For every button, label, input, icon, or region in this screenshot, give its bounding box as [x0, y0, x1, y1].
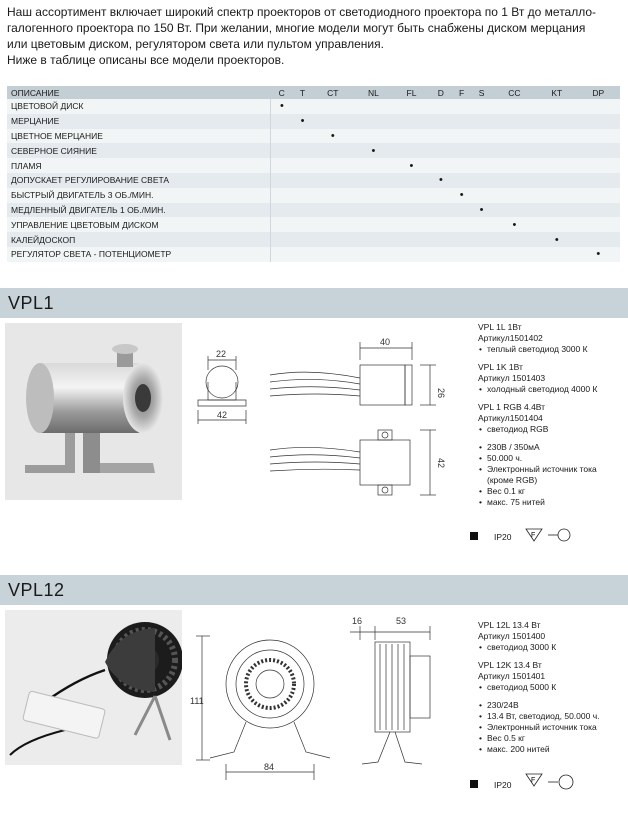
table-row — [7, 188, 620, 203]
feature-cell — [537, 129, 577, 144]
feature-cell — [430, 188, 452, 203]
feature-cell — [492, 129, 537, 144]
section-title: VPL1 — [8, 293, 55, 313]
row-label: МЕДЛЕННЫЙ ДВИГАТЕЛЬ 1 ОБ./МИН. — [7, 203, 271, 218]
feature-cell — [312, 173, 354, 188]
feature-cell — [312, 232, 354, 247]
table-row — [7, 129, 620, 144]
article-number: Артикул 1501401 — [478, 671, 546, 681]
feature-cell — [271, 114, 293, 129]
feature-cell — [577, 158, 620, 173]
model-name: VPL 12K 13.4 Вт — [478, 660, 542, 670]
feature-cell: • — [577, 247, 620, 262]
column-header: S — [471, 86, 492, 99]
feature-cell: • — [471, 203, 492, 218]
feature-cell — [393, 143, 429, 158]
feature-cell: • — [537, 232, 577, 247]
feature-cell — [492, 188, 537, 203]
spec-item: • холодный светодиод 4000 К — [478, 384, 597, 395]
dim-label: 22 — [216, 349, 227, 359]
ip-rating: IP20 — [494, 532, 512, 542]
feature-cell — [354, 203, 394, 218]
feature-cell — [312, 99, 354, 114]
feature-cell — [430, 203, 452, 218]
column-header: F — [452, 86, 471, 99]
feature-cell — [452, 129, 471, 144]
spec-item: • макс. 75 нитей — [478, 497, 597, 508]
feature-cell — [537, 203, 577, 218]
feature-cell — [471, 143, 492, 158]
model-name: VPL 12L 13.4 Вт — [478, 620, 541, 630]
feature-cell — [293, 129, 312, 144]
column-header: KT — [537, 86, 577, 99]
table-row — [7, 99, 620, 114]
feature-cell — [537, 99, 577, 114]
feature-cell — [452, 232, 471, 247]
feature-cell: • — [354, 143, 394, 158]
vpl12-product-photo — [5, 610, 182, 765]
model-name: VPL 1L 1Вт — [478, 322, 522, 332]
feature-cell — [537, 188, 577, 203]
feature-cell — [271, 129, 293, 144]
feature-cell — [577, 232, 620, 247]
feature-cell — [393, 173, 429, 188]
feature-cell — [430, 129, 452, 144]
feature-cell — [577, 173, 620, 188]
feature-cell — [293, 99, 312, 114]
feature-cell — [354, 173, 394, 188]
feature-cell — [293, 143, 312, 158]
feature-cell — [537, 143, 577, 158]
feature-cell: • — [430, 173, 452, 188]
row-label: УПРАВЛЕНИЕ ЦВЕТОВЫМ ДИСКОМ — [7, 217, 271, 232]
column-header: CC — [492, 86, 537, 99]
feature-cell: • — [492, 217, 537, 232]
spec-item: • 230/24В — [478, 700, 600, 711]
feature-cell — [471, 99, 492, 114]
feature-cell — [452, 247, 471, 262]
feature-cell — [452, 99, 471, 114]
feature-cell — [577, 217, 620, 232]
spec-item: • 50.000 ч. — [478, 453, 597, 464]
column-header-description: ОПИСАНИЕ — [7, 86, 271, 99]
feature-cell — [312, 114, 354, 129]
vpl12-spec-list — [478, 620, 600, 755]
f-mark-lamp-icon — [524, 527, 574, 543]
svg-text:F: F — [531, 777, 536, 784]
article-number: Артикул 1501403 — [478, 373, 546, 383]
dim-label: 26 — [436, 388, 446, 399]
feature-cell — [577, 143, 620, 158]
feature-cell — [430, 99, 452, 114]
table-row — [7, 217, 620, 232]
intro-text — [7, 4, 619, 68]
feature-cell: • — [293, 114, 312, 129]
spec-item: • светодиод 5000 К — [478, 682, 600, 693]
intro-line: Ниже в таблице описаны все модели проекторов. — [7, 53, 285, 67]
feature-cell — [312, 217, 354, 232]
spec-item: • Электронный источник тока — [478, 464, 597, 475]
feature-cell — [577, 203, 620, 218]
dim-label: 84 — [264, 762, 275, 772]
feature-cell: • — [271, 99, 293, 114]
feature-cell — [354, 129, 394, 144]
feature-cell — [393, 247, 429, 262]
table-header-row — [7, 86, 620, 99]
feature-cell: • — [312, 129, 354, 144]
row-label: РЕГУЛЯТОР СВЕТА - ПОТЕНЦИОМЕТР — [7, 247, 271, 262]
intro-line: Наш ассортимент включает широкий спектр проекторов от светодиодного проектора по 1 Вт до металло- — [7, 5, 597, 19]
feature-cell — [537, 173, 577, 188]
feature-cell — [471, 188, 492, 203]
feature-cell — [312, 188, 354, 203]
f-mark-lamp-icon — [524, 772, 580, 794]
dim-label: 42 — [217, 410, 228, 420]
feature-cell — [293, 158, 312, 173]
class-iii-icon — [470, 532, 478, 540]
table-row — [7, 114, 620, 129]
dim-label: 53 — [396, 616, 407, 626]
dim-label: 42 — [436, 458, 446, 469]
feature-cell — [393, 114, 429, 129]
feature-cell — [471, 158, 492, 173]
row-label: КАЛЕЙДОСКОП — [7, 232, 271, 247]
feature-cell — [577, 129, 620, 144]
feature-cell — [537, 217, 577, 232]
svg-text:F: F — [531, 532, 536, 539]
feature-cell — [430, 158, 452, 173]
feature-cell — [492, 114, 537, 129]
article-number: Артикул1501404 — [478, 413, 543, 423]
feature-cell — [354, 247, 394, 262]
vpl1-certification-marks — [470, 530, 590, 546]
table-row — [7, 143, 620, 158]
spec-item: • 13.4 Вт, светодиод, 50.000 ч. — [478, 711, 600, 722]
spec-item: • светодиод 3000 К — [478, 642, 600, 653]
feature-cell — [537, 158, 577, 173]
features-table — [7, 86, 620, 262]
table-row — [7, 173, 620, 188]
dim-label: 40 — [380, 337, 391, 347]
vpl12-dimension-drawing — [190, 612, 480, 792]
feature-cell — [271, 173, 293, 188]
table-row — [7, 247, 620, 262]
feature-cell — [293, 203, 312, 218]
vpl1-spec-list — [478, 322, 597, 508]
feature-cell — [271, 158, 293, 173]
feature-cell — [452, 217, 471, 232]
table-row — [7, 203, 620, 218]
column-header: FL — [393, 86, 429, 99]
spec-item: • Электронный источник тока — [478, 722, 600, 733]
feature-cell — [471, 232, 492, 247]
feature-cell — [577, 114, 620, 129]
feature-cell — [452, 143, 471, 158]
feature-cell — [471, 247, 492, 262]
spec-item: • теплый светодиод 3000 К — [478, 344, 597, 355]
row-label: ПЛАМЯ — [7, 158, 271, 173]
feature-cell: • — [393, 158, 429, 173]
feature-cell — [293, 188, 312, 203]
vpl1-product-photo — [5, 323, 182, 500]
column-header: DP — [577, 86, 620, 99]
feature-cell — [430, 143, 452, 158]
row-label: СЕВЕРНОЕ СИЯНИЕ — [7, 143, 271, 158]
spec-item-note: (кроме RGB) — [487, 475, 538, 485]
feature-cell — [492, 232, 537, 247]
spec-item: • Вес 0.5 кг — [478, 733, 600, 744]
feature-cell — [354, 217, 394, 232]
feature-cell — [492, 143, 537, 158]
feature-cell — [452, 203, 471, 218]
feature-cell — [312, 247, 354, 262]
column-header: CT — [312, 86, 354, 99]
feature-cell — [537, 247, 577, 262]
feature-cell — [354, 158, 394, 173]
feature-cell — [430, 217, 452, 232]
feature-cell: • — [452, 188, 471, 203]
vpl12-certification-marks — [470, 778, 590, 794]
feature-cell — [312, 203, 354, 218]
column-header: NL — [354, 86, 394, 99]
feature-cell — [452, 158, 471, 173]
feature-cell — [492, 158, 537, 173]
feature-cell — [492, 173, 537, 188]
feature-cell — [492, 247, 537, 262]
feature-cell — [354, 99, 394, 114]
row-label: ДОПУСКАЕТ РЕГУЛИРОВАНИЕ СВЕТА — [7, 173, 271, 188]
feature-cell — [393, 99, 429, 114]
feature-cell — [293, 247, 312, 262]
feature-cell — [393, 232, 429, 247]
row-label: МЕРЦАНИЕ — [7, 114, 271, 129]
spec-item: • 230В / 350мА — [478, 442, 597, 453]
feature-cell — [393, 217, 429, 232]
table-row — [7, 232, 620, 247]
feature-cell — [577, 99, 620, 114]
feature-cell — [271, 232, 293, 247]
section-title: VPL12 — [8, 580, 65, 600]
column-header: D — [430, 86, 452, 99]
table-row — [7, 158, 620, 173]
feature-cell — [271, 143, 293, 158]
feature-cell — [312, 143, 354, 158]
row-label: ЦВЕТОВОЙ ДИСК — [7, 99, 271, 114]
vpl1-dimension-drawing — [190, 320, 480, 510]
feature-cell — [492, 203, 537, 218]
class-iii-icon — [470, 780, 478, 788]
model-name: VPL 1 RGB 4.4Вт — [478, 402, 546, 412]
feature-cell — [393, 129, 429, 144]
dim-label: 16 — [352, 616, 363, 626]
feature-cell — [271, 247, 293, 262]
feature-cell — [271, 203, 293, 218]
column-header: T — [293, 86, 312, 99]
feature-cell — [471, 114, 492, 129]
feature-cell — [577, 188, 620, 203]
feature-cell — [354, 114, 394, 129]
feature-cell — [393, 203, 429, 218]
spec-item: • светодиод RGB — [478, 424, 597, 435]
feature-cell — [537, 114, 577, 129]
row-label: БЫСТРЫЙ ДВИГАТЕЛЬ 3 ОБ./МИН. — [7, 188, 271, 203]
section-header-vpl1 — [0, 288, 628, 318]
column-header: C — [271, 86, 293, 99]
spec-item: • Вес 0.1 кг — [478, 486, 597, 497]
intro-line: галогенного проектора по 150 Вт. При желании, многие модели могут быть снабжены диском мерцания — [7, 21, 586, 35]
feature-cell — [393, 188, 429, 203]
feature-cell — [471, 217, 492, 232]
feature-cell — [354, 188, 394, 203]
feature-cell — [430, 247, 452, 262]
feature-cell — [430, 114, 452, 129]
feature-cell — [271, 188, 293, 203]
row-label: ЦВЕТНОЕ МЕРЦАНИЕ — [7, 129, 271, 144]
feature-cell — [312, 158, 354, 173]
feature-cell — [492, 99, 537, 114]
intro-line: или цветовым диском, регулятором света или пультом управления. — [7, 37, 384, 51]
feature-cell — [354, 232, 394, 247]
feature-cell — [293, 217, 312, 232]
feature-cell — [430, 232, 452, 247]
feature-cell — [452, 173, 471, 188]
spec-item: • макс. 200 нитей — [478, 744, 600, 755]
article-number: Артикул 1501400 — [478, 631, 546, 641]
feature-cell — [471, 129, 492, 144]
feature-cell — [293, 232, 312, 247]
dim-label: 111 — [190, 696, 204, 706]
model-name: VPL 1K 1Вт — [478, 362, 523, 372]
feature-cell — [271, 217, 293, 232]
feature-cell — [452, 114, 471, 129]
feature-cell — [471, 173, 492, 188]
ip-rating: IP20 — [494, 780, 512, 790]
section-header-vpl12 — [0, 575, 628, 605]
feature-cell — [293, 173, 312, 188]
article-number: Артикул1501402 — [478, 333, 543, 343]
